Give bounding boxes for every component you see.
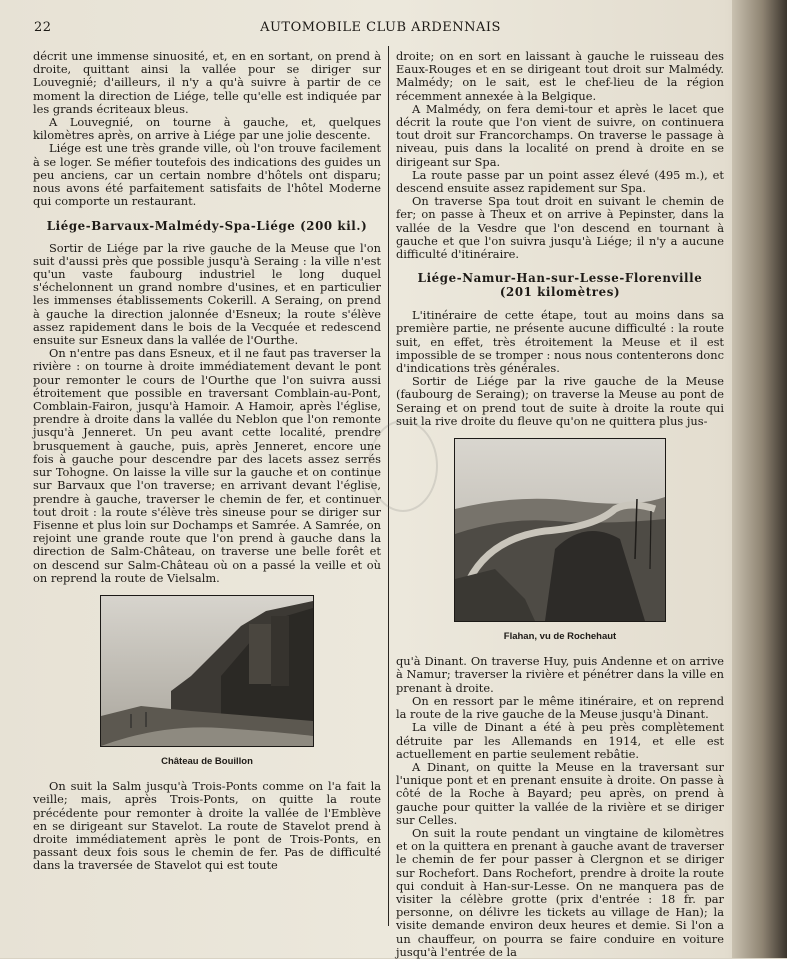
figure-caption: Flahan, vu de Rochehaut <box>503 631 617 643</box>
photo-chateau-de-bouillon <box>100 595 314 747</box>
paragraph: Sortir de Liége par la rive gauche de la Meuse (faubourg de Seraing); on traverse la Meuse au pont de Seraing et on prend tout de suite à droite la route qui suit la rive droite du fleuve qu'on ne quittera plus jus- <box>396 374 724 428</box>
page-number: 22 <box>34 20 52 35</box>
heading-line: (201 kilomètres) <box>499 285 621 300</box>
paragraph: La route passe par un point assez élevé (495 m.), et descend ensuite assez rapidement sur Spa. <box>396 167 724 196</box>
paragraph: Liége est une très grande ville, où l'on trouve facilement à se loger. Se méfier toutefois des indications des guides un peu anciens, car un certain nombre d'hôtels ont disparu; nous avons été parfaitement satisfaits de l'hôtel Moderne qui comporte un restaurant. <box>33 141 381 209</box>
library-stamp <box>368 420 438 512</box>
left-column <box>33 50 381 873</box>
paragraph: On suit la route pendant un vingtaine de kilomètres et on la quittera en prenant à gauche avant de traverser le chemin de fer pour passer à Clergnon et se diriger sur Rochefort. Dans Rochefort, prendre à droite la route qui conduit à Han-sur-Lesse. On ne manquera pas de visiter la célèbre grotte (prix d'entrée : 18 fr. par personne, on délivre les tickets au village de Han); la visite demande environ deux heures et demie. Si l'on a un chauffeur, on pourra se faire conduire en voiture jusqu'à l'entrée de la <box>396 825 724 959</box>
paragraph: qu'à Dinant. On traverse Huy, puis Andenne et on arrive à Namur; traverser la rivière et pénétrer dans la ville en prenant à droite. <box>396 654 724 695</box>
page-gutter-shadow <box>732 0 787 958</box>
figure-caption: Château de Bouillon <box>161 755 253 767</box>
right-column <box>396 50 724 959</box>
paragraph: On suit la Salm jusqu'à Trois-Ponts comme on l'a fait la veille; mais, après Trois-Ponts, on quitte la route précédente pour remonter à droite la vallée de l'Emblève en se dirigeant sur Stavelot. La route de Stavelot prend à droite immédiatement après le pont de Trois-Ponts, en passant deux fois sous le chemin de fer. Pas de difficulté dans la traversée de Stavelot qui est toute <box>33 779 381 873</box>
heading-line: Liége-Namur-Han-sur-Lesse-Florenville <box>417 271 703 286</box>
paragraph: On traverse Spa tout droit en suivant le chemin de fer; on passe à Theux et on arrive à Pepinster, dans la vallée de la Vesdre que l'on descend en tournant à gauche et que l'on suivra jusqu'à Liége; il n'y a aucune difficulté d'itinéraire. <box>396 194 724 262</box>
paragraph: décrit une immense sinuosité, et, en en sortant, on prend à droite, quittant ainsi la vallée pour se diriger sur Louvegnié; d'ailleurs, il n'y a qu'à suivre à partir de ce moment la direction de Liége, telle qu'elle est indiquée par les grands écriteaux bleus. <box>33 49 381 116</box>
paragraph: Sortir de Liége par la rive gauche de la Meuse que l'on suit d'aussi près que possible jusqu'à Seraing : la ville n'est qu'un vaste faubourg industriel le long duquel s'échelonnent un grand nombre d'usines, et en particulier les immenses établissements Cokerill. A Seraing, on prend à gauche la direction jalonnée d'Esneux; la route s'élève assez rapidement dans le bois de la Vecquée et redescend ensuite sur Esneux dans la vallée de l'Ourthe. <box>33 240 381 348</box>
paragraph: A Malmédy, on fera demi-tour et après le lacet que décrit la route que l'on vient de suivre, on continuera tout droit sur Francorchamps. On traverse le passage à niveau, puis dans la localité on prend à droite en se dirigeant sur Spa. <box>396 101 724 169</box>
paragraph: On n'entre pas dans Esneux, et il ne faut pas traverser la rivière : on tourne à droite immédiatement devant le pont pour remonter le cours de l'Ourthe que l'on suivra aussi étroitement que possible en traversant Comblain-au-Pont, Comblain-Fairon, jusqu'à Hamoir. A Hamoir, après l'église, prendre à droite dans la vallée du Neblon que l'on remonte jusqu'à Jenneret. Un peu avant cette localité, prendre brusquement à gauche, puis, après Jenneret, encore une fois à gauche pour descendre par des lacets assez serrés sur Tohogne. On laisse la ville sur la gauche et on continue sur Barvaux que l'on traverse; en arrivant devant l'église, prendre à gauche, traverser le chemin de fer, et continuer tout droit : la route s'élève très sineuse pour se diriger sur Fisenne et plus loin sur Dochamps et Samrée. A Samrée, on rejoint une grande route que l'on prend à gauche dans la direction de Salm-Château, on traverse une belle forêt et on descend sur Salm-Château où on a passé la veille et où on reprend la route de Vielsalm. <box>33 346 381 585</box>
paragraph: droite; on en sort en laissant à gauche le ruisseau des Eaux-Rouges et en se dirigeant tout droit sur Malmédy. Malmédy; on le sait, est le chef-lieu de la région récemment annexée à la Belgique. <box>396 49 724 103</box>
section-heading: Liége-Barvaux-Malmédy-Spa-Liége (200 kil.) <box>46 219 368 234</box>
paragraph: La ville de Dinant a été à peu près complètement détruite par les Allemands en 1914, et elle est actuellement en partie seulement rebâtie. <box>396 720 724 761</box>
figure-flahan <box>396 438 724 643</box>
paragraph: L'itinéraire de cette étape, tout au moins dans sa première partie, ne présente aucune difficulté : la route suit, en effet, très étroitement la Meuse et il est impossible de se tromper : nous nous contenterons donc d'indications très générales. <box>396 308 724 376</box>
photo-flahan-rochehaut <box>454 438 666 622</box>
paragraph: A Louvegnié, on tourne à gauche, et, quelques kilomètres après, on arrive à Liége par une jolie descente. <box>33 115 381 143</box>
paragraph: A Dinant, on quitte la Meuse en la traversant sur l'unique pont et en prenant ensuite à droite. On passe à côté de la Roche à Bayard; peu après, on prend à gauche pour quitter la vallée de la rivière et se diriger sur Celles. <box>396 759 724 827</box>
running-title: AUTOMOBILE CLUB ARDENNAIS <box>260 20 501 35</box>
section-heading <box>396 271 724 299</box>
paragraph: On en ressort par le même itinéraire, et on reprend la route de la rive gauche de la Meuse jusqu'à Dinant. <box>396 693 724 722</box>
figure-chateau <box>33 595 381 768</box>
